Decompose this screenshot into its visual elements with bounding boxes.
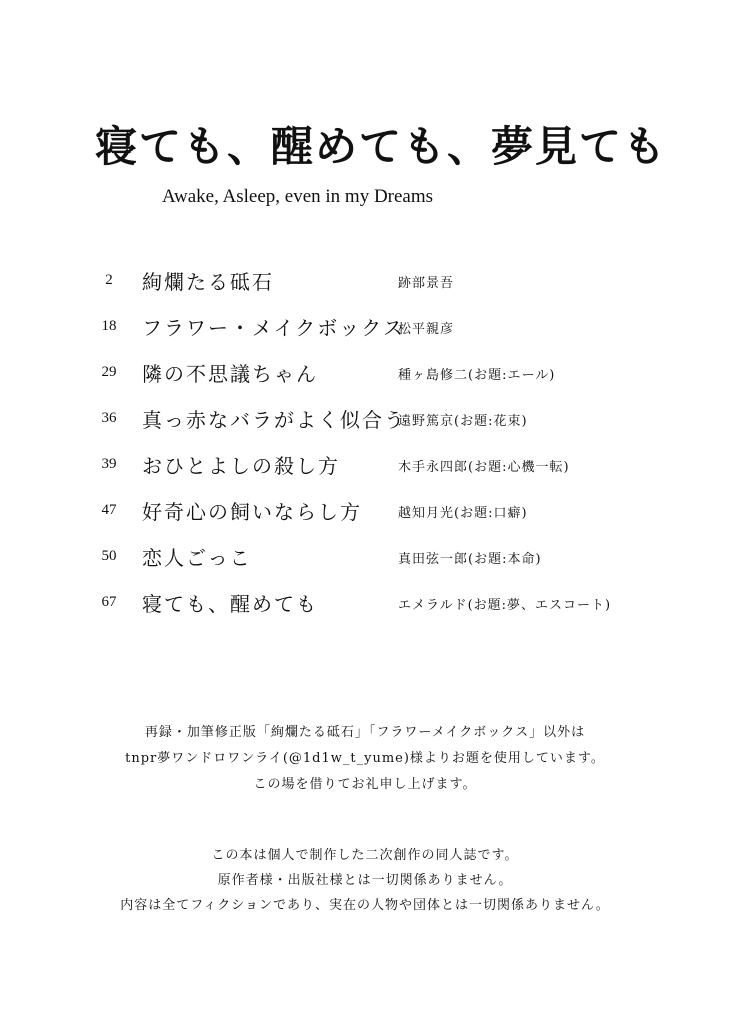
toc-entry [0,444,730,490]
toc-entry [0,352,730,398]
toc-story-title: 絢爛たる砥石 [142,270,274,294]
toc-page-number: 50 [101,548,117,564]
page-title: 寝ても、醒めても、夢見ても [95,122,668,171]
toc-page-number: 39 [101,456,117,472]
toc-story-title: フラワー・メイクボックス [142,316,405,340]
note-line: 再録・加筆修正版「絢爛たる砥石」「フラワーメイクボックス」以外は [144,725,586,740]
toc-character: エメラルド(お題:夢、エスコート) [398,598,612,613]
note-line: この場を借りてお礼申し上げます。 [253,777,477,792]
toc-story-title: 寝ても、醒めても [142,592,318,616]
toc-character: 木手永四郎(お題:心機一転) [398,460,570,475]
toc-story-title: 恋人ごっこ [142,546,252,570]
toc-story-title: 真っ赤なバラがよく似合う [142,408,406,432]
toc-page-number: 36 [101,410,117,426]
page-subtitle: Awake, Asleep, even in my Dreams [162,186,434,207]
toc-entry [0,398,730,444]
toc-story-title: おひとよしの殺し方 [142,454,340,478]
toc-character: 遠野篤京(お題:花束) [398,414,528,429]
toc-story-title: 好奇心の飼いならし方 [142,500,362,524]
toc-entry [0,260,730,306]
disclaimer-line: 原作者様・出版社様とは一切関係ありません。 [217,873,513,888]
toc-entry [0,536,730,582]
toc-character: 種ヶ島修二(お題:エール) [398,368,556,383]
toc-entry [0,582,730,628]
toc-character: 越知月光(お題:口癖) [398,506,528,521]
disclaimer-line: この本は個人で制作した二次創作の同人誌です。 [211,848,519,863]
toc-page-number: 2 [105,272,113,288]
toc-page-number: 18 [101,318,117,334]
toc-character: 跡部景吾 [398,276,455,291]
note-line: tnpr夢ワンドロワンライ(@1d1w_t_yume)様よりお題を使用しています。 [125,751,605,766]
toc-page-number: 29 [101,364,117,380]
acknowledgement-note [0,720,730,798]
table-of-contents [0,260,730,628]
toc-story-title: 隣の不思議ちゃん [142,362,318,386]
toc-entry [0,490,730,536]
disclaimer-line: 内容は全てフィクションであり、実在の人物や団体とは一切関係ありません。 [120,898,610,913]
toc-entry [0,306,730,352]
toc-character: 松平親彦 [398,322,455,337]
toc-page-number: 67 [101,594,117,610]
toc-character: 真田弦一郎(お題:本命) [398,552,542,567]
disclaimer [0,843,730,918]
toc-page-number: 47 [101,502,117,518]
